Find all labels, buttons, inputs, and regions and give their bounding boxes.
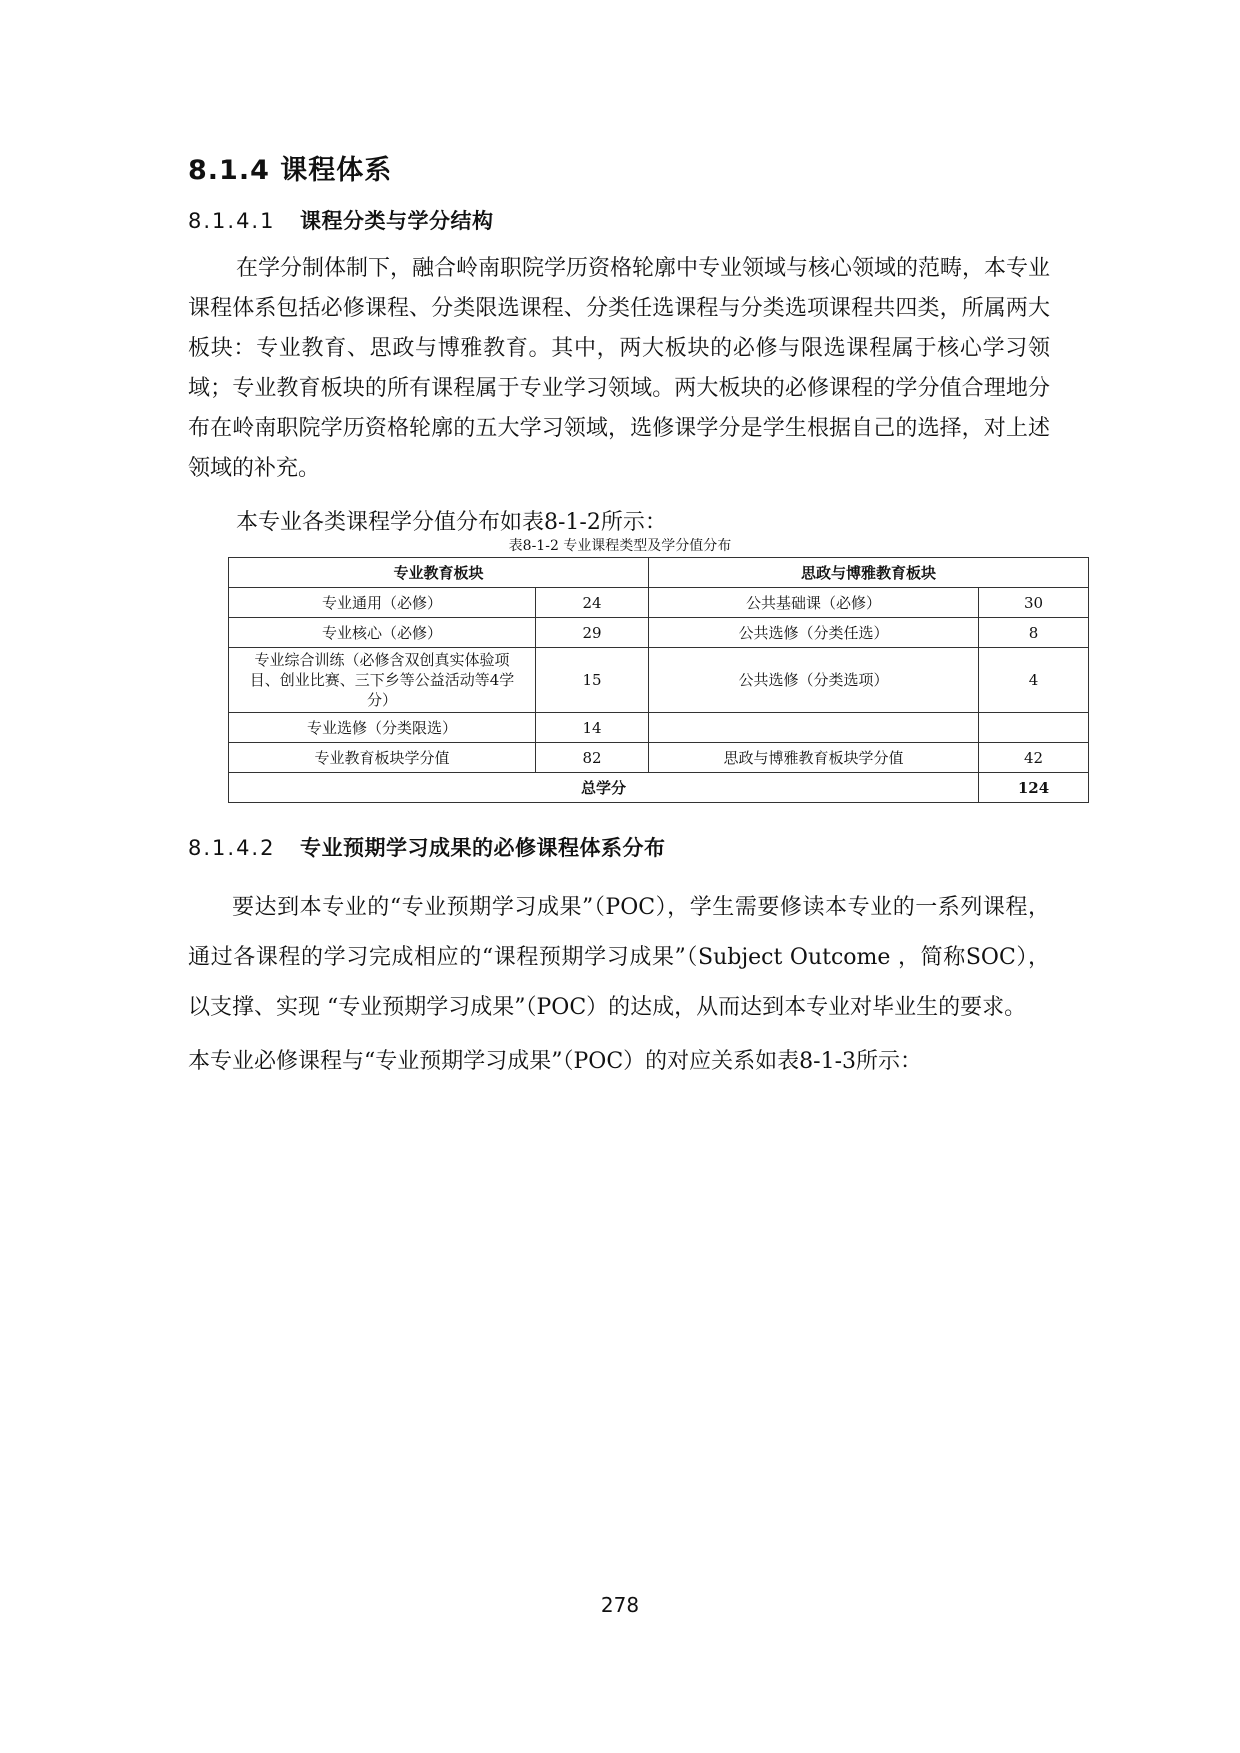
table-caption: 表8-1-2 专业课程类型及学分值分布 <box>508 538 732 554</box>
cell-right-value: 8 <box>979 618 1089 648</box>
cell-left-value: 14 <box>536 713 649 743</box>
table-row <box>229 588 1089 618</box>
table-row <box>229 713 1089 743</box>
total-value: 124 <box>979 773 1089 803</box>
table-header-row <box>229 558 1089 588</box>
cell-left-value: 24 <box>536 588 649 618</box>
subsection-title: 课程分类与学分结构 <box>300 209 494 233</box>
cell-right-value: 42 <box>979 743 1089 773</box>
cell-right-label <box>649 713 979 743</box>
table-row <box>229 618 1089 648</box>
header-professional: 专业教育板块 <box>229 558 649 588</box>
cell-left-value: 29 <box>536 618 649 648</box>
cell-right-label: 公共选修（分类任选） <box>649 618 979 648</box>
cell-left-label: 专业教育板块学分值 <box>229 743 536 773</box>
cell-left-label: 专业通用（必修） <box>229 588 536 618</box>
cell-left-value: 15 <box>536 648 649 713</box>
header-liberal: 思政与博雅教育板块 <box>649 558 1089 588</box>
page-number: 278 <box>600 1593 640 1617</box>
paragraph-intro: 在学分制体制下，融合岭南职院学历资格轮廓中专业领域与核心领域的范畴，本专业课程体系包括必修课程、分类限选课程、分类任选课程与分类选项课程共四类，所属两大板块：专业教育、思政与博雅教育。其中，两大板块的必修与限选课程属于核心学习领域；专业教育板块的所有课程属于专业学习领域。两大板块的必修课程的学分值合理地分布在岭南职院学历资格轮廓的五大学习领域，选修课学分是学生根据自己的选择，对上述领域的补充。 <box>188 256 1051 481</box>
cell-left-label: 专业综合训练（必修含双创真实体验项目、创业比赛、三下乡等公益活动等4学分） <box>229 648 536 713</box>
cell-left-value: 82 <box>536 743 649 773</box>
subsection-title: 专业预期学习成果的必修课程体系分布 <box>300 836 666 860</box>
cell-right-label: 公共基础课（必修） <box>649 588 979 618</box>
cell-left-label: 专业选修（分类限选） <box>229 713 536 743</box>
cell-right-label: 公共选修（分类选项） <box>649 648 979 713</box>
paragraph-poc: 要达到本专业的“专业预期学习成果”（POC），学生需要修读本专业的一系列课程，通过各课程的学习完成相应的“课程预期学习成果”（Subject Outcome ，简称SOC），以支撑、实现 “专业预期学习成果”（POC）的达成，从而达到本专业对毕业生的要求。 <box>188 895 1050 1020</box>
cell-right-label: 思政与博雅教育板块学分值 <box>649 743 979 773</box>
subsection-number: 8.1.4.1 <box>188 209 276 233</box>
table-row <box>229 648 1089 713</box>
subsection-heading-1 <box>188 205 494 235</box>
paragraph-poc-last-line: 本专业必修课程与“专业预期学习成果”（POC）的对应关系如表8-1-3所示： <box>188 1049 923 1074</box>
subsection-heading-2 <box>188 832 666 862</box>
table-row <box>229 743 1089 773</box>
credit-table <box>228 557 1089 803</box>
cell-right-value: 30 <box>979 588 1089 618</box>
cell-right-value: 4 <box>979 648 1089 713</box>
cell-left-label: 专业核心（必修） <box>229 618 536 648</box>
subsection-number: 8.1.4.2 <box>188 836 276 860</box>
section-heading: 8.1.4 课程体系 <box>188 155 393 186</box>
table-intro-line: 本专业各类课程学分值分布如表8-1-2所示： <box>236 510 667 535</box>
total-label: 总学分 <box>229 773 979 803</box>
cell-right-value <box>979 713 1089 743</box>
table-total-row <box>229 773 1089 803</box>
